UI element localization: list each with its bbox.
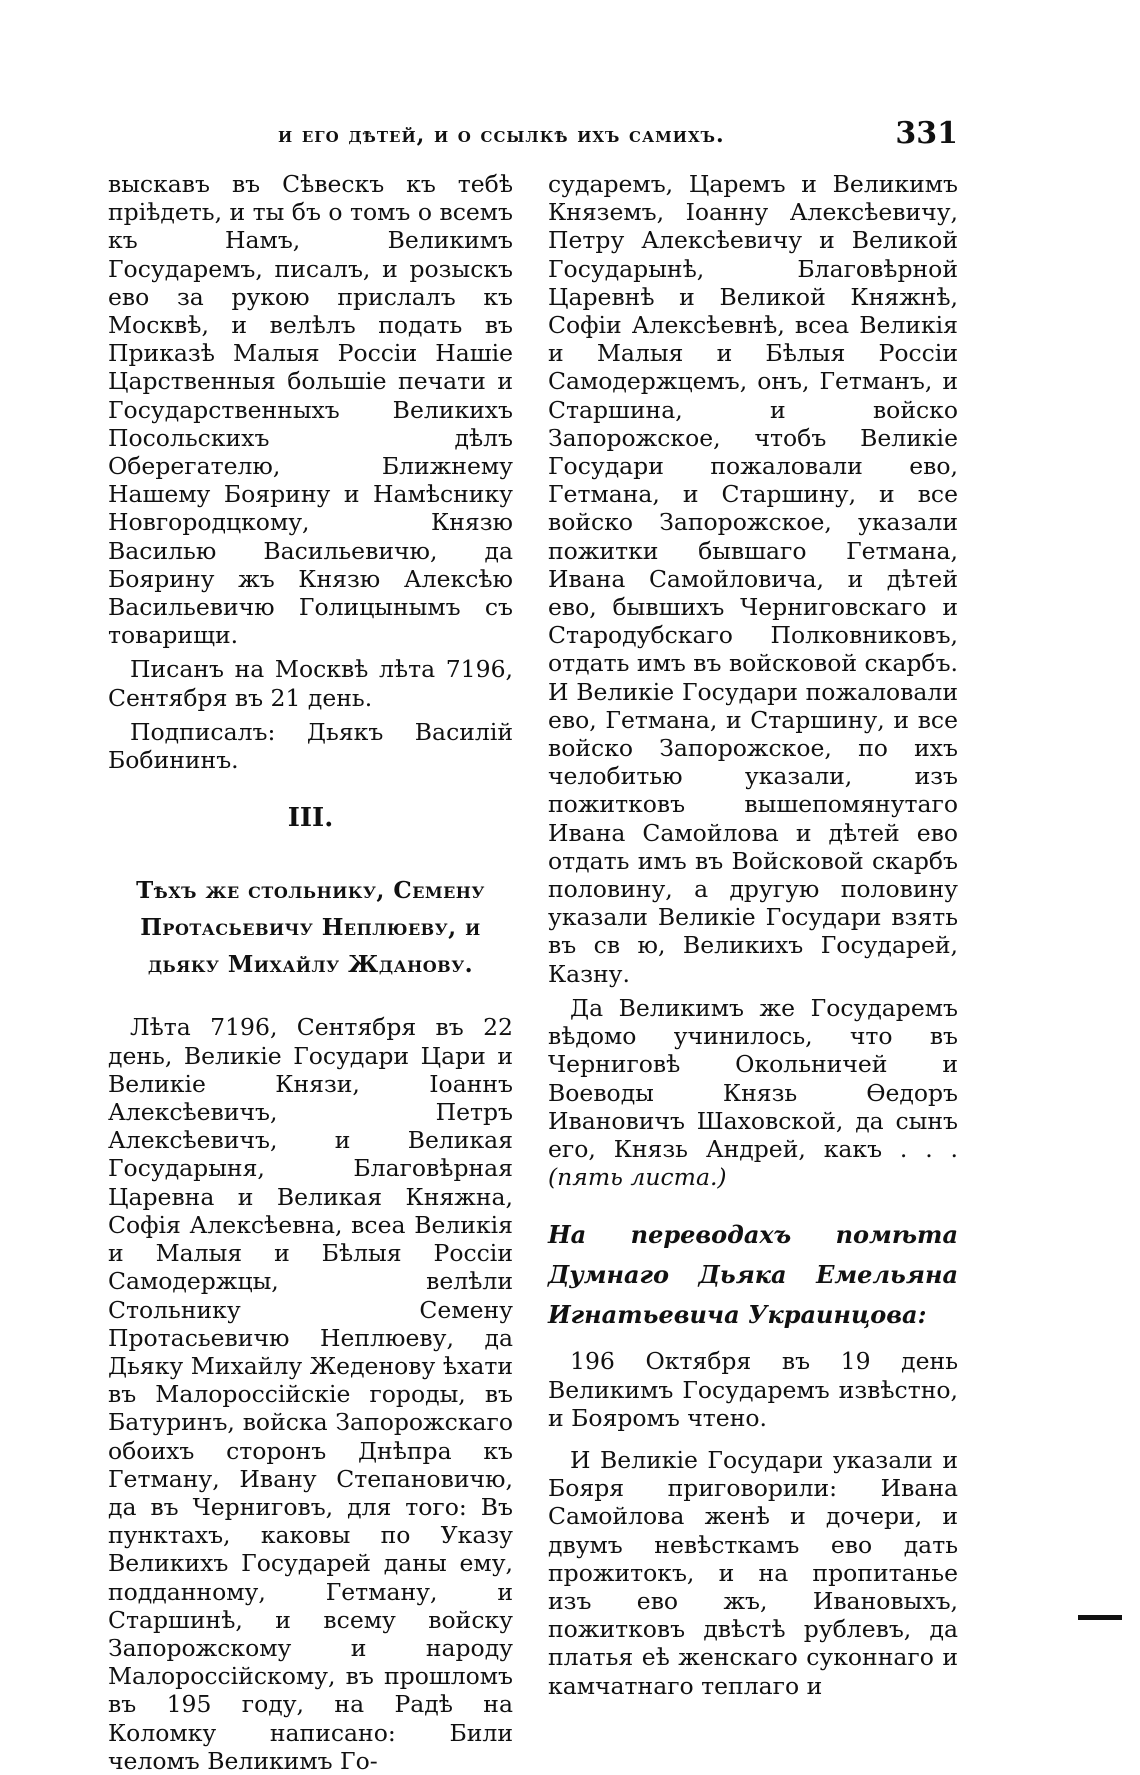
right-column xyxy=(548,170,958,1700)
left-paragraph-1: выскавъ въ Сѣвескъ къ тебѣ пріѣдеть, и ты бъ о томъ о всемъ къ Намъ, Великимъ Государемъ, писалъ, и розыскъ ево за рукою прислалъ къ Москвѣ, и велѣлъ подать въ Приказѣ Малыя Россіи Нашіе Царственныя большіе печати и Государственныхъ Великихъ Посольскихъ дѣлъ Оберегателю, Ближнему Нашему Боярину и Намѣснику Новгородцкому, Князю Василью Васильевичю, да Боярину жъ Князю Алексѣю Васильевичю Голицынымъ съ товарищи. xyxy=(108,170,513,650)
left-paragraph-signature: Подписалъ: Дьякъ Василій Бобининъ. xyxy=(108,717,513,775)
right-paragraph-2-text: Да Великимъ же Государемъ вѣдомо учинилось, что въ Черниговѣ Окольничей и Воеводы Князь Ѳедоръ Ивановичъ Шаховской, да сынъ его, Князь Андрей, какъ . . . xyxy=(548,993,958,1163)
right-paragraph-4: И Великіе Государи указали и Бояря приговорили: Ивана Самойлова женѣ и дочери, и двумъ невѣсткамъ ево дать прожитокъ, и на пропитанье изъ ево жъ, Ивановыхъ, пожитковъ двѣстѣ рублевъ, да платья еѣ женскаго суконнаго и камчатнаго теплаго и xyxy=(548,1445,958,1700)
italic-heading: На переводахъ помѣта Думнаго Дьяка Емельяна Игнатьевича Украинцова: xyxy=(548,1220,958,1330)
running-header xyxy=(278,116,958,156)
left-paragraph-dateline: Писанъ на Москвѣ лѣта 7196, Сентября въ 21 день. xyxy=(108,655,513,712)
section-heading: Тѣхъ же стольнику, Семену Протасьевичу Неплюеву, и дьяку Михайлу Жданову. xyxy=(136,877,485,979)
page-number: 331 xyxy=(895,116,958,151)
right-paragraph-3: 196 Октября въ 19 день Великимъ Государемъ извѣстно, и Бояромъ чтено. xyxy=(548,1347,958,1432)
right-paragraph-1: сударемъ, Царемъ и Великимъ Княземъ, Іоанну Алексѣевичу, Петру Алексѣевичу и Великой Государынѣ, Благовѣрной Царевнѣ и Великой Княжнѣ, Софіи Алексѣевнѣ, всеа Великія и Малыя и Бѣлыя Россіи Самодержцемъ, онъ, Гетманъ, и Старшина, и войско Запорожское, чтобъ Великіе Государи пожаловали ево, Гетмана, и Старшину, и все войско Запорожское, указали пожитки бывшаго Гетмана, Ивана Самойловича, и дѣтей ево, бывшихъ Черниговскаго и Стародубскаго Полковниковъ, отдать имъ въ войсковой скарбъ. И Великіе Государи пожаловали ево, Гетмана, и Старшину, и все войско Запорожское, по ихъ челобитью указали, изъ пожитковъ вышепомянутаго Ивана Самойлова и дѣтей ево отдать имъ въ Войсковой скарбъ половину, а другую половину указали Великіе Государи взять въ св ю, Великихъ Государей, Казну. xyxy=(548,170,958,988)
left-paragraph-4: Лѣта 7196, Сентября въ 22 день, Великіе Государи Цари и Великіе Князи, Іоаннъ Алексѣевичъ, Петръ Алексѣевичъ, и Великая Государыня, Благовѣрная Царевна и Великая Княжна, Софія Алексѣевна, всеа Великія и Малыя и Бѣлыя Россіи Самодержцы, велѣли Стольнику Семену Протасьевичю Неплюеву, да Дьяку Михайлу Жеденову ѣхати въ Малороссійскіе городы, въ Батуринъ, войска Запорожскаго обоихъ сторонъ Днѣпра къ Гетману, Ивану Степановичю, да въ Черниговъ, для того: Въ пунктахъ, каковы по Указу Великихъ Государей даны ему, подданному, Гетману, и Старшинѣ, и всему войску Запорожскому и народу Малороссійскому, въ прошломъ въ 195 году, на Радѣ на Коломку написано: Били челомъ Великимъ Го- xyxy=(108,1013,513,1775)
omission-note: (пять листа.) xyxy=(548,1163,727,1192)
running-title: и его дѣтей, и о ссылкѣ ихъ самихъ. xyxy=(278,122,725,148)
left-column xyxy=(108,170,513,1775)
footer-rule xyxy=(1078,1615,1122,1620)
section-number: III. xyxy=(287,803,334,834)
right-paragraph-2 xyxy=(548,994,958,1191)
